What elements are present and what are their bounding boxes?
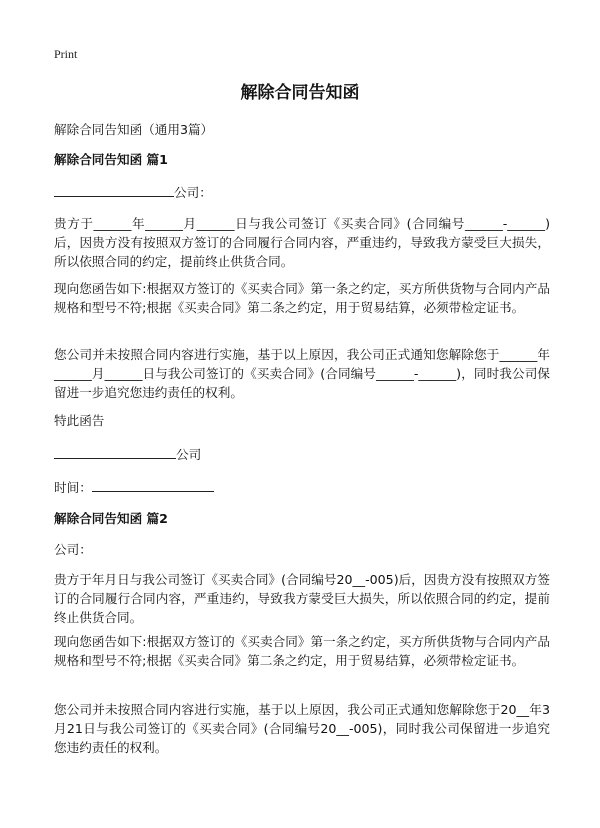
section1-closing: 特此函告 xyxy=(54,413,105,428)
section1-salutation xyxy=(54,182,550,202)
section2-paragraph-3: 您公司并未按照合同内容进行实施，基于以上原因，我公司正式通知您解除您于20__年3月21日与我公司签订的《买卖合同》(合同编号20__-005)，同时我公司保留进一步追究您违约责任的权利。 xyxy=(54,702,550,755)
time-blank xyxy=(92,477,214,492)
document-title: 解除合同告知函 xyxy=(240,83,360,103)
section1-signature xyxy=(54,444,550,464)
section2-paragraph-2: 现向您函告如下:根据双方签订的《买卖合同》第一条之约定，买方所供货物与合同内产品规格和型号不符;根据《买卖合同》第二条之约定，用于贸易结算，必须带检定证书。 xyxy=(54,634,550,668)
time-label: 时间： xyxy=(54,480,92,495)
section1-paragraph-1: 贵方于______年______月______日与我公司签订《买卖合同》(合同编号______-______)后，因贵方没有按照双方签订的合同履行合同内容，严重违约，导致我方蒙受巨大损失，所以依照合同的约定，提前终止供货合同。 xyxy=(54,216,550,269)
section1-paragraph-2: 现向您函告如下:根据双方签订的《买卖合同》第一条之约定，买方所供货物与合同内产品规格和型号不符;根据《买卖合同》第二条之约定，用于贸易结算，必须带检定证书。 xyxy=(54,281,550,315)
section1-paragraph-3: 您公司并未按照合同内容进行实施，基于以上原因，我公司正式通知您解除您于______年______月______日与我公司签订的《买卖合同》(合同编号______-______)，同时我公司保留进一步追究您违约责任的权利。 xyxy=(54,347,550,400)
signature-blank xyxy=(54,444,176,459)
section1-time xyxy=(54,477,550,497)
company-name-blank xyxy=(54,182,174,197)
print-label: Print xyxy=(54,47,78,61)
section1-heading: 解除合同告知函 篇1 xyxy=(54,152,168,167)
document-subtitle: 解除合同告知函（通用3篇） xyxy=(54,122,214,137)
section2-salutation: 公司： xyxy=(54,542,92,557)
signature-suffix: 公司 xyxy=(176,447,202,462)
section2-paragraph-1: 贵方于年月日与我公司签订《买卖合同》(合同编号20__-005)后，因贵方没有按照双方签订的合同履行合同内容，严重违约，导致我方蒙受巨大损失，所以依照合同的约定，提前终止供货合同。 xyxy=(54,572,550,625)
section2-heading: 解除合同告知函 篇2 xyxy=(54,511,168,526)
salutation-suffix: 公司： xyxy=(174,185,212,200)
